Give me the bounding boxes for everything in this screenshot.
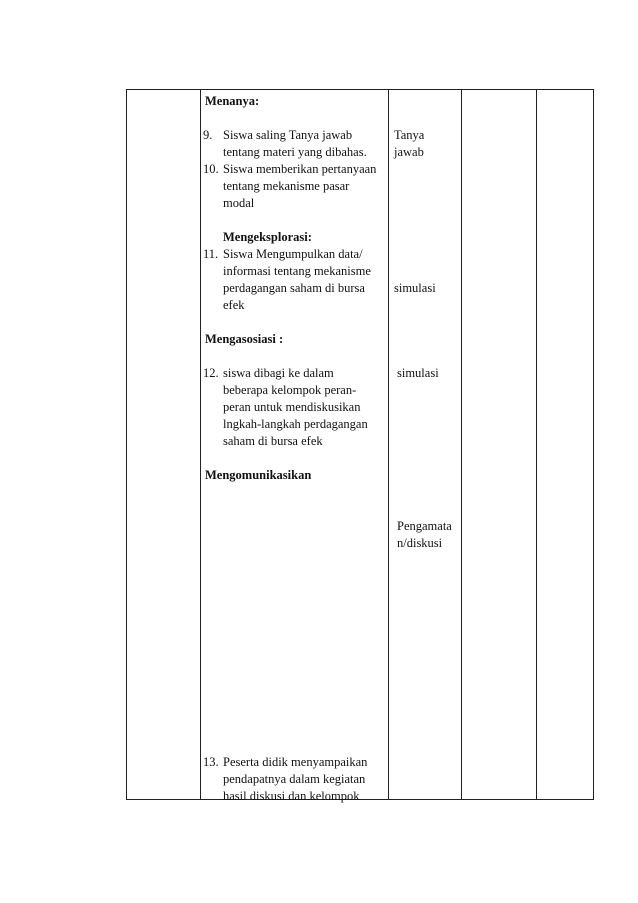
column-divider <box>461 90 462 799</box>
activity-text: Siswa memberikan pertanyaan <box>223 162 377 176</box>
activity-text: perdagangan saham di bursa <box>223 281 365 295</box>
method-text: simulasi <box>397 366 439 380</box>
item-number: 9. <box>203 128 213 142</box>
item-number: 11. <box>203 247 219 261</box>
activity-text: beberapa kelompok peran- <box>223 383 357 397</box>
method-text: n/diskusi <box>397 536 443 550</box>
column-divider <box>388 90 389 799</box>
activity-text: hasil diskusi dan kelompok <box>223 789 360 803</box>
activity-text: informasi tentang mekanisme <box>223 264 371 278</box>
menanya-heading: Menanya: <box>205 94 260 108</box>
activity-text: tentang materi yang dibahas. <box>223 145 367 159</box>
activity-text: saham di bursa efek <box>223 434 323 448</box>
lesson-activity-table <box>126 89 594 803</box>
method-text: jawab <box>394 145 424 159</box>
activity-text: pendapatnya dalam kegiatan <box>223 772 366 786</box>
column-divider <box>200 90 201 799</box>
mengeksplorasi-heading: Mengeksplorasi: <box>223 230 312 244</box>
method-text: Tanya <box>394 128 425 142</box>
mengasosiasi-heading: Mengasosiasi : <box>205 332 284 346</box>
column-divider <box>536 90 537 799</box>
mengomunikasikan-heading: Mengomunikasikan <box>205 468 312 482</box>
method-text: simulasi <box>394 281 436 295</box>
method-text: Pengamata <box>397 519 452 533</box>
activity-text: efek <box>223 298 245 312</box>
activity-text: peran untuk mendiskusikan <box>223 400 361 414</box>
item-number: 13. <box>203 755 219 769</box>
activity-text: tentang mekanisme pasar <box>223 179 350 193</box>
activity-text: lngkah-langkah perdagangan <box>223 417 368 431</box>
item-number: 12. <box>203 366 219 380</box>
activity-text: siswa dibagi ke dalam <box>223 366 334 380</box>
activity-text: Siswa Mengumpulkan data/ <box>223 247 363 261</box>
activity-text: modal <box>223 196 255 210</box>
activity-text: Peserta didik menyampaikan <box>223 755 368 769</box>
activity-text: Siswa saling Tanya jawab <box>223 128 353 142</box>
item-number: 10. <box>203 162 219 176</box>
